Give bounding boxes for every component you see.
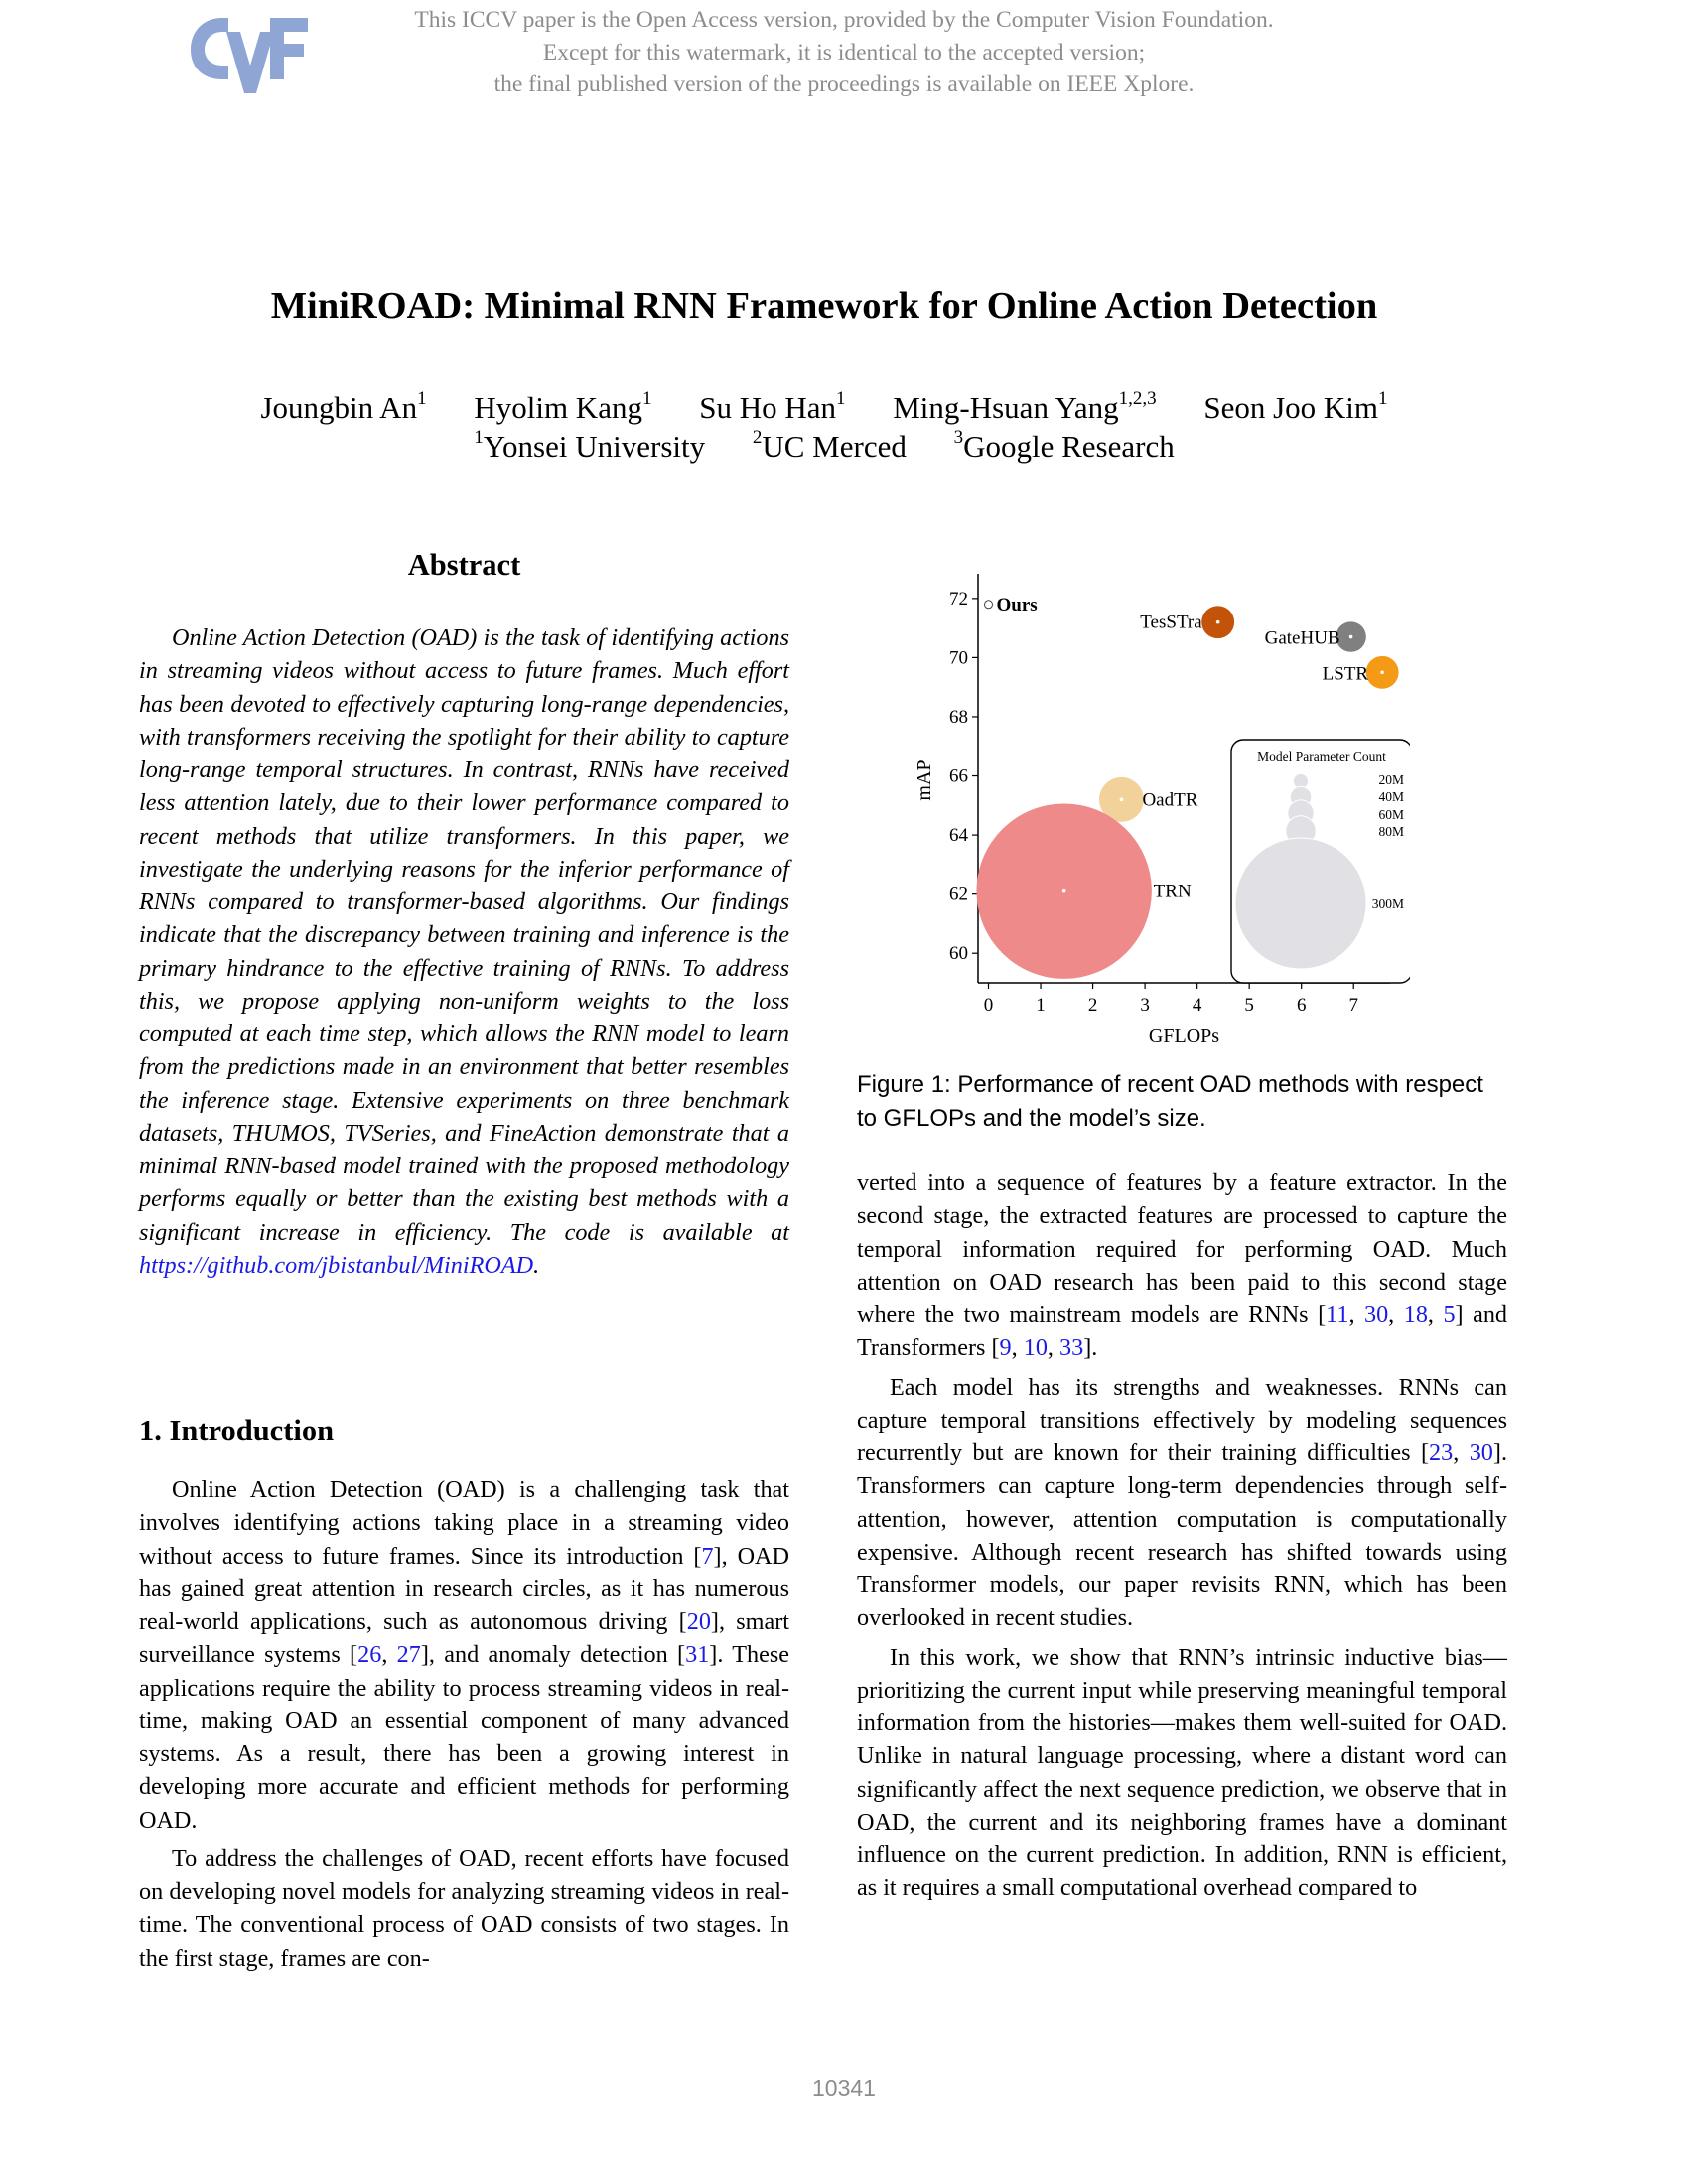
abstract-body: Online Action Detection (OAD) is the task of identifying actions in streaming videos without access to future frames. Much effort has been devoted to effectively capturing long-range dependencies, with transformers receiving the spotlight for their ability to capture long-range temporal structures. In contrast, RNNs have received less attention lately, due to their lower performance compared to recent methods that utilize transformers. In this paper, we investigate the underlying reasons for the inferior performance of RNNs compared to transformer-based algorithms. Our findings indicate that the discrepancy between training and inference is the primary hindrance to the effective training of RNNs. To address this, we propose applying non-uniform weights to the loss computed at each time step, which allows the RNN model to learn from the predictions made in an environment that better resembles the inference stage. Extensive experiments on three benchmark datasets, THUMOS, TVSeries, and FineAction demonstrate that a minimal RNN-based model trained with the proposed methodology performs equally or better than the existing best methods with a significant increase in efficiency. The code is available at https://github.com/jbistanbul/MiniROAD. — [139, 624, 789, 1279]
x-tick-label: 4 — [1192, 995, 1202, 1016]
legend-entry: 40M — [1378, 789, 1404, 804]
y-tick-label: 60 — [949, 943, 968, 965]
watermark-line: the final published version of the proceedings is available on IEEE Xplore. — [493, 71, 1195, 97]
x-tick-label: 5 — [1244, 995, 1254, 1016]
author: Seon Joo Kim$^1$ — [1203, 388, 1388, 425]
x-tick-label: 2 — [1087, 995, 1098, 1016]
bubble-center — [1062, 889, 1066, 893]
bubble-center — [1349, 635, 1353, 639]
y-tick-label: 72 — [949, 588, 968, 610]
citation-link[interactable]: 33 — [1059, 1334, 1084, 1362]
abstract-text: Online Action Detection (OAD) is the task of identifying actions in streaming videos without access to future frames. Much effort has been devoted to effectively capturing long-range dependencies, with transformers receiving the spotlight for their ability to capture long-range temporal structures. In contrast, RNNs have received less attention lately, due to their lower performance compared to recent methods that utilize transformers. In this paper, we investigate the underlying reasons for the inferior performance of RNNs compared to transformer-based algorithms. Our findings indicate that the discrepancy between training and inference is the primary hindrance to the effective training of RNNs. To address this, we propose applying non-uniform weights to the loss computed at each time step, which allows the RNN model to learn from the predictions made in an environment that better resembles the inference stage. Extensive experiments on three benchmark datasets, THUMOS, TVSeries, and FineAction demonstrate that a minimal RNN-based model trained with the proposed methodology performs equally or better than the existing best methods with a significant increase in efficiency. The code is available at — [139, 624, 789, 1246]
section-heading-introduction: 1. Introduction — [139, 1414, 335, 1447]
x-axis-label: GFLOPs — [1148, 1025, 1220, 1047]
x-tick-label: 1 — [1036, 995, 1046, 1016]
x-tick-label: 7 — [1348, 995, 1358, 1016]
point-label: Ours — [996, 594, 1038, 615]
citation-link[interactable]: 18 — [1403, 1301, 1428, 1328]
paragraph: verted into a sequence of features by a feature extractor. In the second stage, the extracted features are processed to capture the temporal information required for performing OAD. Much attention on OAD research has been paid to this second stage where the two mainstream models are RNNs [11, 30, 18, 5] and Transformers [9, 10, 33]. — [857, 1169, 1508, 1362]
citation-link[interactable]: 30 — [1469, 1439, 1493, 1466]
bubble-ours — [985, 601, 993, 609]
citation-link[interactable]: 20 — [686, 1608, 711, 1635]
author: Su Ho Han$^1$ — [699, 388, 846, 425]
right-column-body — [857, 1166, 1507, 1911]
x-tick-label: 0 — [983, 995, 994, 1016]
legend-entry: 60M — [1378, 807, 1404, 822]
paragraph: To address the challenges of OAD, recent efforts have focused on developing novel models for analyzing streaming videos in real-time. The conventional process of OAD consists of two stages. In the first stage, frames are con- — [139, 1844, 789, 1972]
y-tick-label: 66 — [949, 765, 968, 787]
point-label: LSTR — [1322, 663, 1369, 685]
page-number: 10341 — [812, 2075, 876, 2101]
figure-caption: Figure 1: Performance of recent OAD methods with respect to GFLOPs and the model’s size. — [857, 1071, 1483, 1132]
author: Hyolim Kang$^1$ — [474, 388, 652, 425]
citation-link[interactable]: 5 — [1443, 1301, 1456, 1328]
citation-link[interactable]: 11 — [1326, 1301, 1349, 1328]
affiliation: $^3$Google Research — [953, 427, 1175, 464]
watermark — [407, 4, 1281, 101]
citation-link[interactable]: 23 — [1429, 1439, 1454, 1466]
watermark-line: Except for this watermark, it is identical to the accepted version; — [542, 39, 1146, 66]
y-tick-label: 64 — [949, 825, 968, 847]
author-list — [0, 390, 1648, 426]
paragraph: Each model has its strengths and weaknesses. RNNs can capture temporal transitions effectively by modeling sequences recurrently but are known for their training difficulties [23, 30]. Transformers can capture long-term dependencies through self-attention, however, attention computation is computationally expensive. Although recent research has shifted towards using Transformer models, our paper revisits RNN, which has been overlooked in recent studies. — [857, 1373, 1507, 1632]
author: Ming-Hsuan Yang$^{1,2,3}$ — [893, 388, 1157, 425]
code-link[interactable]: https://github.com/jbistanbul/MiniROAD — [139, 1251, 534, 1279]
watermark-line: This ICCV paper is the Open Access version, provided by the Computer Vision Foundation. — [414, 7, 1274, 33]
legend-entry: 300M — [1371, 896, 1404, 911]
citation-link[interactable]: 26 — [357, 1641, 382, 1669]
affiliation: $^2$UC Merced — [752, 427, 907, 464]
author: Joungbin An$^1$ — [260, 388, 427, 425]
y-tick-label: 70 — [949, 647, 968, 669]
affiliation: $^1$Yonsei University — [474, 427, 706, 464]
citation-link[interactable]: 9 — [999, 1334, 1012, 1362]
paragraph: Online Action Detection (OAD) is a challenging task that involves identifying actions taking place in a streaming video without access to future frames. Since its introduction [7], OAD has gained great attention in research circles, as it has numerous real-world applications, such as autonomous driving [20], smart surveillance systems [26, 27], and anomaly detection [31]. These applications require the ability to process streaming videos in real-time, making OAD an essential component of many advanced systems. As a result, there has been a growing interest in developing more accurate and efficient methods for performing OAD. — [139, 1476, 790, 1834]
paragraph: In this work, we show that RNN’s intrinsic inductive bias—prioritizing the current input while preserving meaningful temporal information from the histories—makes them well-suited for OAD. Unlike in natural language processing, where a distant word can significantly affect the next sequence prediction, we observe that in OAD, the current and its neighboring frames have a dominant influence on the current prediction. In addition, RNN is efficient, as it requires a small computational overhead compared to — [857, 1643, 1507, 1902]
bubble-center — [1120, 798, 1124, 802]
bubble-center — [1216, 620, 1220, 624]
citation-link[interactable]: 27 — [396, 1641, 421, 1669]
figure-1-chart — [894, 556, 1410, 1052]
legend-title: Model Parameter Count — [1257, 750, 1386, 764]
legend-entry: 80M — [1378, 824, 1404, 839]
y-tick-label: 68 — [949, 706, 968, 728]
y-axis-label: mAP — [914, 759, 935, 801]
legend-entry: 20M — [1378, 772, 1404, 787]
cvf-logo — [183, 10, 312, 99]
affiliation-list — [0, 429, 1648, 465]
citation-link[interactable]: 7 — [701, 1542, 714, 1570]
citation-link[interactable]: 10 — [1023, 1334, 1048, 1362]
point-label: GateHUB — [1264, 627, 1340, 649]
point-label: TRN — [1153, 881, 1192, 902]
intro-body — [139, 1473, 789, 1975]
point-label: TesSTra — [1140, 612, 1202, 633]
abstract-heading: Abstract — [407, 548, 521, 582]
y-tick-label: 62 — [949, 884, 968, 905]
point-label: OadTR — [1142, 789, 1198, 811]
x-tick-label: 3 — [1140, 995, 1150, 1016]
legend-bubble — [1235, 838, 1366, 969]
bubble-center — [1380, 670, 1384, 674]
citation-link[interactable]: 31 — [685, 1641, 710, 1669]
x-tick-label: 6 — [1296, 995, 1307, 1016]
citation-link[interactable]: 30 — [1363, 1301, 1389, 1328]
paper-title: MiniROAD: Minimal RNN Framework for Online Action Detection — [270, 285, 1378, 327]
